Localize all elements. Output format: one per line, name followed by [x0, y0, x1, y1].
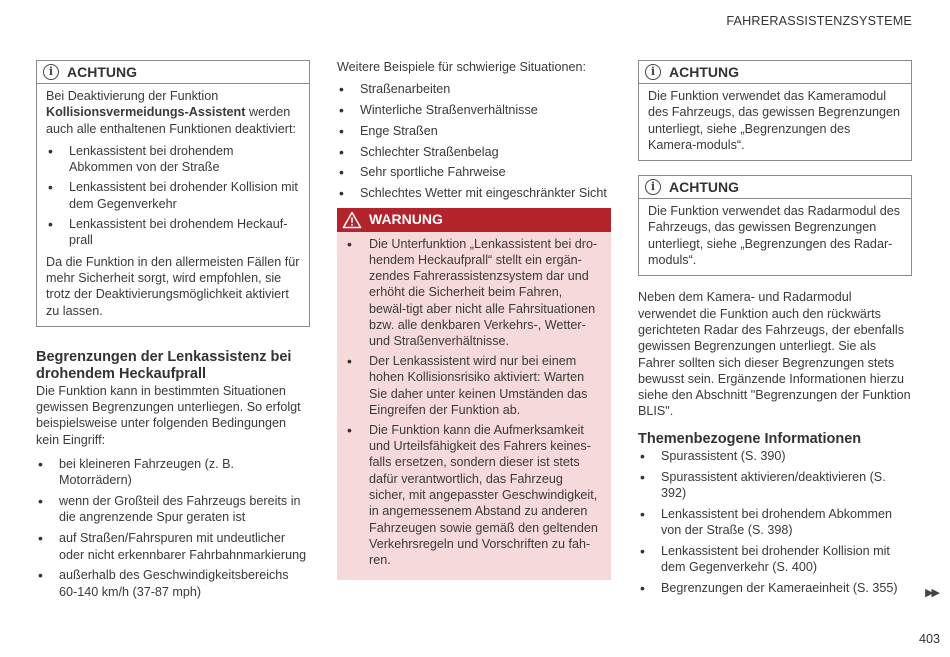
column-middle — [337, 59, 611, 580]
continue-arrow-icon: ▶▶ — [925, 587, 938, 599]
related-link[interactable]: • Lenkassistent bei drohender Kollision mit dem Gegenverkehr (S. 400) — [638, 543, 912, 576]
list-item: • wenn der Großteil des Fahrzeugs bereits in die angrenzende Spur geraten ist — [36, 493, 310, 526]
section-paragraph: Die Funktion kann in bestimmten Situationen gewissen Begrenzungen unterliegen. So erfolgt beispielsweise unter folgenden Bedingungen kein Eingriff: — [36, 383, 301, 447]
list-item: • außerhalb des Geschwindigkeitsbereichs 60-140 km/h (37-87 mph) — [36, 567, 310, 600]
info-icon: i — [43, 64, 59, 80]
caution-box — [638, 60, 912, 161]
caution-text: Die Funktion verwendet das Radarmodul des Fahrzeugs, das gewissen Begrenzungen unterliegt, siehe „Begrenzungen des Radar-moduls“. — [648, 204, 901, 268]
section-heading: Begrenzungen der Lenkassistenz bei drohendem Heckaufprall — [36, 348, 292, 382]
caution-title: ACHTUNG — [669, 179, 739, 196]
caution-intro-text: Bei Deaktivierung der Funktion — [46, 89, 219, 103]
caution-list — [46, 143, 300, 249]
section-header: FAHRERASSISTENZSYSTEME — [726, 14, 912, 28]
list-item: • Straßenarbeiten — [337, 81, 611, 97]
caution-outro: Da die Funktion in den allermeisten Fällen für mehr Sicherheit sorgt, wird empfohlen, sie trotz der Deaktivierungsmöglichkeit aktiviert zu lassen. — [46, 254, 300, 318]
examples-list — [337, 81, 611, 201]
caution-title-bar — [639, 176, 911, 199]
list-item: • Schlechtes Wetter mit eingeschränkter Sicht — [337, 185, 611, 201]
caution-title-bar — [37, 61, 309, 84]
caution-title: ACHTUNG — [67, 63, 137, 80]
caution-box — [638, 175, 912, 276]
warning-body — [337, 232, 611, 580]
caution-intro — [46, 88, 300, 137]
list-item: • auf Straßen/Fahrspuren mit undeutlicher oder nicht erkennbarer Fahrbahnmarkierung — [36, 530, 310, 563]
caution-title-bar — [639, 61, 911, 84]
list-item: • Winterliche Straßenverhältnisse — [337, 102, 611, 118]
list-item: • Schlechter Straßenbelag — [337, 144, 611, 160]
radar-paragraph: Neben dem Kamera- und Radarmodul verwendet die Funktion auch den rückwärts gerichteten Radar des Fahrzeugs, der ebenfalls gewissen Begrenzungen unterliegt. Sie als Fahrer sollten sich dieser Begrenzungen stets bewusst sein. Ergänzende Informationen hierzu siehe den Abschnitt "Begrenzungen der Funktion BLIS". — [638, 290, 911, 419]
list-item: • Lenkassistent bei drohendem Abkommen von der Straße — [46, 143, 300, 176]
related-link[interactable]: • Spurassistent (S. 390) — [638, 448, 912, 464]
conditions-list — [36, 456, 310, 600]
caution-title: ACHTUNG — [669, 63, 739, 80]
caution-text: Die Funktion verwendet das Kameramodul des Fahrzeugs, das gewissen Begrenzungen unterliegt, siehe „Begrenzungen des Kamera-moduls“. — [648, 89, 901, 152]
warning-box — [337, 208, 611, 580]
list-item: • Sehr sportliche Fahrweise — [337, 164, 611, 180]
column-left — [36, 60, 310, 604]
list-item: • Lenkassistent bei drohender Kollision mit dem Gegenverkehr — [46, 179, 300, 212]
related-links-list — [638, 448, 912, 596]
caution-body — [639, 84, 911, 160]
info-icon: i — [645, 64, 661, 80]
caution-body — [37, 84, 309, 326]
related-info-heading: Themenbezogene Informationen — [638, 430, 862, 447]
related-link[interactable]: • Spurassistent aktivieren/deaktivieren (S. 392) — [638, 469, 912, 502]
caution-box — [36, 60, 310, 327]
function-name: Kollisionsvermeidungs-Assistent — [46, 105, 246, 120]
warning-title: WARNUNG — [369, 211, 443, 228]
list-item: • Die Unterfunktion „Lenkassistent bei dro-hendem Heckaufprall“ stellt ein ergän-zendes Fahrerassistenzsystem dar und erhöht die Sicherheit beim Fahren, bewäl-tigt aber nicht alle Fahrsituationen bzw. alle denkbaren Verkehrs-, Wetter- und Straßenverhältnisse. — [347, 236, 601, 350]
page-number: 403 — [918, 632, 940, 646]
info-icon: i — [645, 179, 661, 195]
caution-intro-rest: werden auch alle enthaltenen Funktionen deaktiviert: — [46, 105, 296, 136]
examples-intro: Weitere Beispiele für schwierige Situationen: — [337, 60, 586, 74]
list-item: • Lenkassistent bei drohendem Heckauf-prall — [46, 216, 300, 249]
related-link[interactable]: • Begrenzungen der Kameraeinheit (S. 355) — [638, 580, 912, 596]
list-item: • bei kleineren Fahrzeugen (z. B. Motorrädern) — [36, 456, 310, 489]
list-item: • Enge Straßen — [337, 123, 611, 139]
column-right — [638, 60, 912, 601]
caution-body — [639, 199, 911, 275]
list-item: • Die Funktion kann die Aufmerksamkeit und Urteilsfähigkeit des Fahrers keines-falls ersetzen, sondern dieser ist stets dafür verantwortlich, das Fahrzeug sicher, mit angepasster Geschwindigkeit, in angemessenem Abstand zu anderen Fahrzeugen sowie gemäß den geltenden Verkehrsregeln und Vorschriften zu fah-ren. — [347, 422, 601, 569]
warning-triangle-icon — [342, 211, 362, 229]
warning-title-bar — [337, 208, 611, 232]
list-item: • Der Lenkassistent wird nur bei einem hohen Kollisionsrisiko aktiviert: Warten Sie daher unter keinen Umständen das Eingreifen der Funktion ab. — [347, 353, 601, 418]
related-link[interactable]: • Lenkassistent bei drohendem Abkommen von der Straße (S. 398) — [638, 506, 912, 539]
warning-list — [347, 236, 601, 569]
